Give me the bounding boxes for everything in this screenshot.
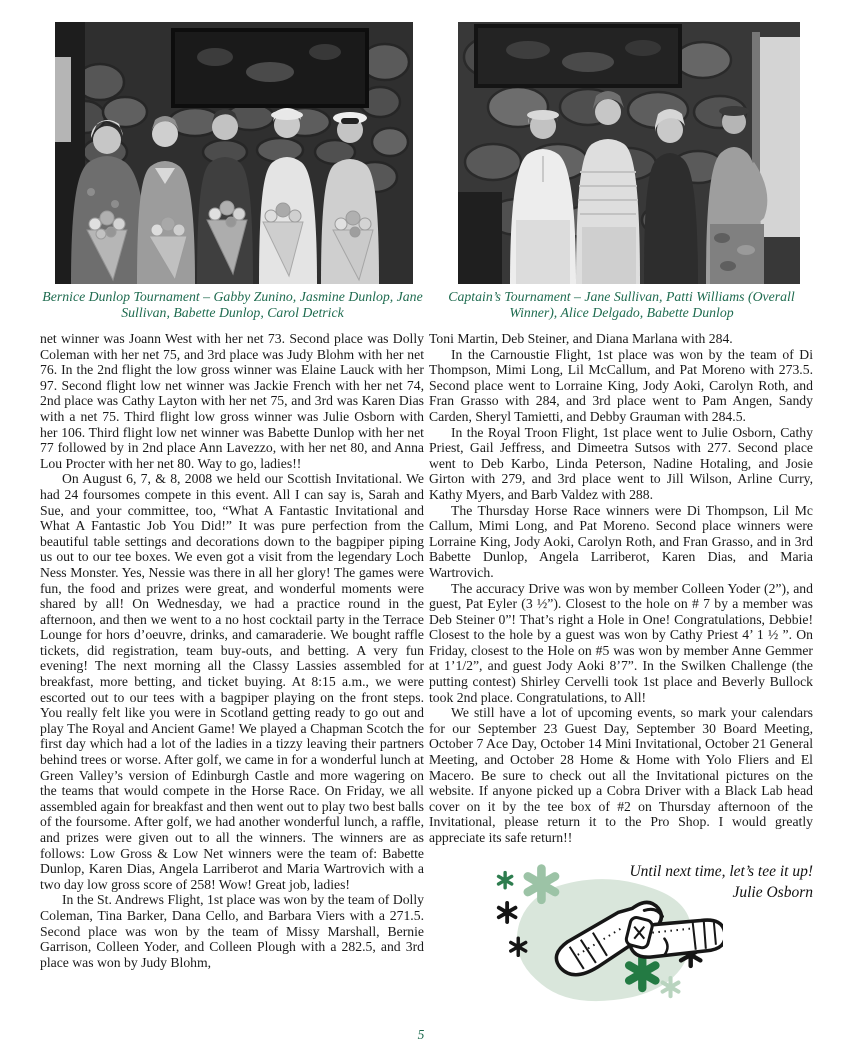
paragraph: net winner was Joann West with her net 73. Second place was Dolly Coleman with her net 75, and 3rd place was Judy Blohm with her net 76. In the 2nd flight the low gross winner was Elaine Lauck with her 97. Second flight low net winner was Jackie French with her net 74, 2nd place was Cathy Layton with her net 75, and 3rd was Karen Dias with a net 75. Third flight low gross winner was Julie Osborn with her 106. Third flight low net winner was Babette Dunlop with her net 77 followed by in 2nd place Ann Lavezzo, with her net 80, and Anna Lou Procter with her net 80. Way to go, ladies!!: [40, 331, 424, 471]
left-text-column: [40, 331, 424, 970]
paragraph: Toni Martin, Deb Steiner, and Diana Marlana with 284.: [429, 331, 733, 346]
group-photo-illustration: [55, 22, 413, 284]
bernice-dunlop-tournament-photo: [55, 22, 413, 284]
framed-painting: [476, 26, 680, 86]
framed-painting: [173, 30, 367, 106]
golf-gloves-illustration: [491, 858, 723, 1022]
right-photo-caption: Captain’s Tournament – Jane Sullivan, Patti Williams (Overall Winner), Alice Delgado, Babette Dunlop: [448, 289, 795, 321]
paragraph: The accuracy Drive was won by member Colleen Yoder (2”), and guest, Pat Eyler (3 ½”). Closest to the hole on # 7 by a member was Deb Steiner 0”! That’s right a Hole in One! Congratulations, Debbie! Closest to the hole by a guest was won by Cathy Priest 4’ 1 ½ ”. On Friday, closest to the Hole on #5 was won by member Anne Gemmer at 1’1/2”, and guest Jody Aoki 8’7”. In the Swilken Challenge (the putting contest) Shirley Cervelli took 1st place and Beverly Bullock took 2nd place. Congratulations, to All!: [429, 580, 813, 705]
left-photo-caption: Bernice Dunlop Tournament – Gabby Zunino, Jasmine Dunlop, Jane Sullivan, Babette Dunlop, Carol Detrick: [42, 289, 423, 321]
paragraph: In the Carnoustie Flight, 1st place was won by the team of Di Thompson, Mimi Long, Lil McCallum, and Pat Moreno with 273.5. Second place went to Lorraine King, Jody Aoki, Carolyn Roth, and Fran Grasso with 284, and 3rd place went to Pam Angen, Sandy Carden, Sheryl Tamietti, and Debby Grauman with 284.5.: [429, 346, 813, 424]
page-number: 5: [417, 1027, 425, 1042]
paragraph: In the St. Andrews Flight, 1st place was won by the team of Dolly Coleman, Tina Barker, Dana Cello, and Barbara Viers with a 271.5. Second place was won by the team of Missy Marshall, Bernie Garrison, Colleen Yoder, and Colleen Plough with a 282.5, and 3rd place was won by Judy Blohm,: [40, 892, 424, 970]
signoff-author: Julie Osborn: [732, 883, 813, 901]
closing-block: [429, 856, 813, 1024]
paragraph: The Thursday Horse Race winners were Di Thompson, Lil Mc Callum, Mimi Long, and Pat Moreno. Second place winners were Lorraine King, Jody Aoki, Carolyn Roth, and Fran Grasso, and in 3rd Babette Dunlop, Angela Larriberot, Karen Dias, and Maria Wartrovich.: [429, 502, 813, 580]
paragraph: On August 6, 7, & 8, 2008 we held our Scottish Invitational. We had 24 foursomes compete in this event. All I can say is, Sarah and Sue, and your committee, too, “What A Fantastic Invitational and What A Fantastic Job You Did!” It was pure perfection from the beautiful table settings and decorations down to the bagpiper piping us out to our tee boxes. We even got a visit from the legendary Loch Ness Monster. Yes, Nessie was there in all her glory! The games were fun, the food and prizes were great, and wonderful moments were shared by all! On Wednesday, we had a practice round in the afternoon, and then we went to a no host cocktail party in the Terrace Lounge for hors d’oeuvre, drinks, and camaraderie. We bought raffle tickets, did registration, team buy-outs, and betting. A very fun evening! The next morning all the Classy Lassies assembled for breakfast, more betting, and ticket buying. At 8:15 a.m., we were escorted out to our tees with a bagpiper playing on the front steps. You really felt like you were in Scotland getting ready to go out and play The Royal and Ancient Game! We played a Chapman Scotch the first day which had a lot of the ladies in a tizzy leaving their partners behind trees or worse. After golf, we came in for a wonderful lunch at Green Valley’s version of Edinburgh Castle and more wagering on the teams that would compete in the Horse Race. On Friday, we all assembled again for breakfast and then went out to play two best balls of the foursome. After golf, we had another wonderful lunch, a raffle, and prizes were given out to all the winners. The winners are as follows: Low Gross & Low Net winners were the team of: Babette Dunlop, Karen Dias, Angela Larriberot and Maria Wartrovich with a two day low gross score of 258! Wow! Great job, ladies!: [40, 471, 424, 892]
signoff-line: Until next time, let’s tee it up!: [629, 862, 813, 880]
paragraph: In the Royal Troon Flight, 1st place went to Julie Osborn, Cathy Priest, Gail Jeffress, and Dimeetra Sutsos with 277. Second place went to Deb Karbo, Linda Peterson, Nadine Hotaling, and Josie Girton with 279, and 3rd place went to Jill Wilson, Arline Curry, Kathy Myers, and Barb Valdez with 288.: [429, 424, 813, 502]
paragraph: We still have a lot of upcoming events, so mark your calendars for our September 23 Guest Day, September 30 Board Meeting, October 7 Ace Day, October 14 Mini Invitational, October 21 General Meeting, and October 28 Home & Home with Yolo Fliers and El Macero. Be sure to check out all the Invitational pictures on the website. If anyone picked up a Cobra Driver with a Black Lab head cover on it by the tee box of #2 on Thursday afternoon of the Invitational, please return it to the Pro Shop. I would greatly appreciate its safe return!!: [429, 705, 813, 845]
right-column-paragraphs: [429, 331, 813, 846]
right-text-column: [429, 331, 813, 1024]
group-photo-illustration: [458, 22, 800, 284]
captains-tournament-photo: [458, 22, 800, 284]
golf-gloves-icon: [491, 858, 723, 1024]
